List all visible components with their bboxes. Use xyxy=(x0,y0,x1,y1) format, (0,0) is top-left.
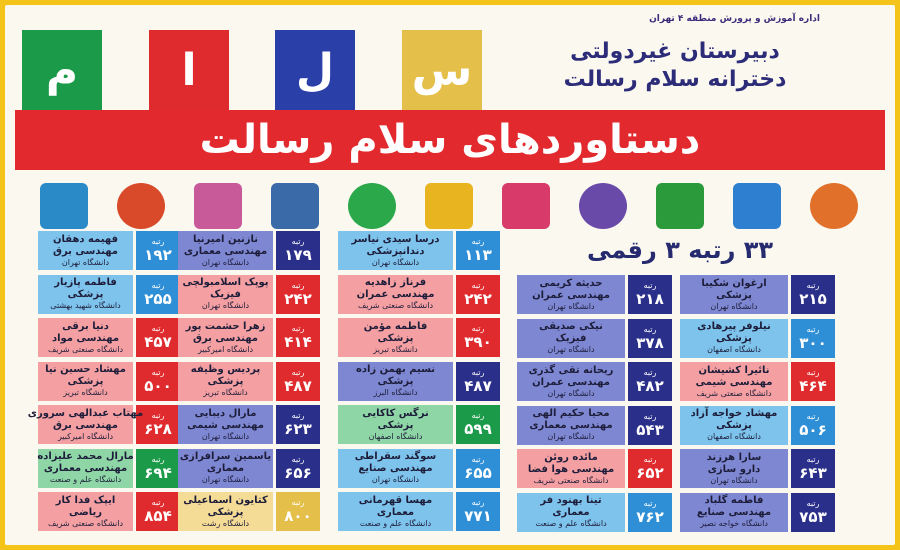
student-university: دانشگاه تهران xyxy=(61,257,110,267)
rank-badge xyxy=(276,318,320,357)
rank-card xyxy=(680,493,835,532)
student-university: دانشگاه تهران xyxy=(201,301,250,310)
rank-badge xyxy=(791,493,835,532)
rank-number: ۷۵۳ xyxy=(799,507,827,526)
student-university: دانشگاه اصفهان xyxy=(707,345,761,354)
student-university: دانشگاه تهران xyxy=(547,388,595,398)
rank-number: ۲۱۸ xyxy=(636,290,664,308)
rank-badge xyxy=(456,275,500,314)
rank-label: رتبه xyxy=(806,368,820,377)
student-info xyxy=(27,405,144,444)
student-info xyxy=(338,231,453,270)
student-major: مهندسی عمران xyxy=(356,289,435,300)
rank-label: رتبه xyxy=(806,324,820,334)
rank-card xyxy=(178,449,320,488)
student-name: مارال دیبایی xyxy=(194,407,257,419)
student-major: مهندسی صنایع xyxy=(358,463,433,474)
student-university: دانشگاه البرز xyxy=(373,388,418,397)
student-info xyxy=(338,405,453,444)
rank-card xyxy=(338,405,500,444)
rank-card xyxy=(38,318,180,357)
school-line-2: دخترانه سلام رسالت xyxy=(563,67,787,92)
rank-number: ۲۱۵ xyxy=(799,290,827,308)
rank-card xyxy=(178,362,320,401)
student-name: یاسمین سرافرازی xyxy=(179,451,272,462)
student-info xyxy=(38,449,133,488)
student-name: نیکی صدیقی xyxy=(539,321,603,332)
student-university: دانشگاه تبریز xyxy=(373,344,418,354)
student-major: پزشکی xyxy=(67,289,104,300)
student-info xyxy=(517,319,625,358)
rank-number: ۵۹۹ xyxy=(464,420,492,438)
student-major: مهندسی برق xyxy=(53,245,118,257)
student-university: دانشگاه تهران xyxy=(371,257,420,267)
rank-number: ۶۲۳ xyxy=(284,420,312,438)
student-university: دانشگاه تهران xyxy=(710,475,758,485)
student-name: سارا هرزند xyxy=(706,451,762,463)
student-name: سوگند سقراطی xyxy=(354,451,437,462)
rank-card xyxy=(517,406,672,445)
student-info xyxy=(178,318,273,357)
rank-number: ۳۰۰ xyxy=(799,333,827,352)
student-major: پزشکی xyxy=(377,419,414,431)
rank-number: ۲۴۲ xyxy=(464,289,492,308)
rank-card xyxy=(38,492,180,531)
rank-label: رتبه xyxy=(151,498,165,507)
title-banner: دستاوردهای سلام رسالت xyxy=(15,110,885,170)
student-name: محیا حکیم الهی xyxy=(532,408,610,419)
student-university: دانشگاه علم و صنعت xyxy=(535,519,607,528)
student-info xyxy=(680,406,788,445)
university-logo-2-icon xyxy=(733,183,781,229)
student-university: دانشگاه تهران xyxy=(547,301,595,311)
rank-badge xyxy=(276,231,320,270)
rank-badge xyxy=(136,231,180,270)
rank-label: رتبه xyxy=(806,411,820,421)
rank-badge xyxy=(791,275,835,314)
tile-letter: ا xyxy=(149,30,229,110)
rank-card xyxy=(178,492,320,531)
rank-label: رتبه xyxy=(291,324,305,333)
rank-badge xyxy=(456,492,500,531)
university-logo-3-icon xyxy=(656,183,704,229)
rank-label: رتبه xyxy=(291,237,305,246)
student-name: پردیس وظیفه xyxy=(190,364,261,375)
rank-number: ۱۱۳ xyxy=(464,246,492,264)
student-major: مهندسی معماری xyxy=(43,463,128,474)
student-university: دانشگاه صنعتی شریف xyxy=(47,518,124,528)
student-info xyxy=(38,231,133,270)
student-name: ایپک فدا کار xyxy=(55,494,116,506)
rank-label: رتبه xyxy=(471,411,485,420)
student-major: پزشکی xyxy=(207,506,244,518)
student-major: مهندسی معماری xyxy=(529,420,613,431)
student-major: معماری xyxy=(206,463,245,474)
rank-label: رتبه xyxy=(471,324,485,333)
rank-number: ۴۸۲ xyxy=(636,377,664,395)
university-logo-4-icon xyxy=(579,183,627,229)
rank-label: رتبه xyxy=(806,498,820,508)
student-major: معماری xyxy=(376,506,415,518)
rank-label: رتبه xyxy=(291,411,305,420)
rank-number: ۶۲۸ xyxy=(144,420,172,438)
student-info xyxy=(517,406,625,445)
rank-card xyxy=(178,318,320,357)
rank-badge xyxy=(456,318,500,357)
student-major: مهندسی شیمی xyxy=(187,419,264,431)
student-name: زهرا حشمت پور xyxy=(185,320,266,332)
rank-number: ۸۵۴ xyxy=(144,507,172,525)
rank-badge xyxy=(456,405,500,444)
student-major: مهندسی عمران xyxy=(532,376,610,388)
rank-badge xyxy=(456,449,500,488)
university-logo-10-icon xyxy=(117,183,165,229)
rank-label: رتبه xyxy=(291,454,305,464)
rank-card xyxy=(338,275,500,314)
rank-badge xyxy=(276,275,320,314)
rank-number: ۲۴۲ xyxy=(284,289,312,308)
student-info xyxy=(517,449,625,488)
school-name xyxy=(510,38,840,94)
student-university: دانشگاه خواجه نصیر xyxy=(700,519,768,528)
rank-badge xyxy=(791,406,835,445)
student-name: مهشاد حسین نیا xyxy=(45,364,126,375)
student-major: پزشکی xyxy=(716,420,752,431)
rank-number: ۱۷۹ xyxy=(284,246,312,264)
rank-badge xyxy=(628,362,672,401)
rank-badge xyxy=(276,405,320,444)
rank-label: رتبه xyxy=(151,324,165,333)
rank-badge xyxy=(628,493,672,532)
student-info xyxy=(680,362,788,401)
student-info xyxy=(178,449,273,488)
rank-card xyxy=(517,493,672,532)
student-info xyxy=(338,449,453,488)
rank-label: رتبه xyxy=(643,281,657,290)
rank-card xyxy=(338,318,500,357)
rank-label: رتبه xyxy=(643,498,657,508)
rank-label: رتبه xyxy=(291,280,305,290)
student-university: دانشگاه امیرکبیر xyxy=(197,344,254,354)
rank-badge xyxy=(791,449,835,488)
student-info xyxy=(178,492,273,531)
tile-letter: س xyxy=(402,30,482,110)
rank-label: رتبه xyxy=(151,367,165,377)
rank-number: ۲۵۵ xyxy=(144,289,172,308)
student-name: فرناز زاهدیه xyxy=(364,277,427,288)
student-name: نسیم بهمن زاده xyxy=(355,364,436,375)
student-major: مهندسی هوا فضا xyxy=(527,463,615,475)
student-university: دانشگاه تبریز xyxy=(63,388,108,397)
rank-card xyxy=(38,275,180,314)
student-university: دانشگاه صنعتی شریف xyxy=(533,475,609,485)
rank-number: ۴۸۷ xyxy=(284,376,312,395)
student-name: ریحانه تقی گذری xyxy=(528,364,614,376)
rank-number: ۸۰۰ xyxy=(284,507,312,525)
student-university: دانشگاه صنعتی شریف xyxy=(696,388,772,398)
rank-number: ۵۰۰ xyxy=(144,376,172,395)
university-logo-8-icon xyxy=(271,183,319,229)
rank-number: ۶۵۲ xyxy=(636,464,664,482)
rank-card xyxy=(680,362,835,401)
rank-label: رتبه xyxy=(471,280,485,290)
student-info xyxy=(38,318,133,357)
rank-number: ۷۷۱ xyxy=(464,507,492,525)
rank-label: رتبه xyxy=(643,411,657,421)
rank-card xyxy=(517,362,672,401)
student-university: دانشگاه شهید بهشتی xyxy=(50,301,121,310)
student-major: مهندسی عمران xyxy=(532,289,610,301)
rank-card xyxy=(517,449,672,488)
school-line-1: دبیرستان غیردولتی xyxy=(570,39,780,64)
rank-number: ۶۵۶ xyxy=(284,463,312,482)
student-university: دانشگاه تبریز xyxy=(203,388,248,397)
student-university: دانشگاه امیرکبیر xyxy=(57,431,114,441)
student-info xyxy=(338,362,453,401)
university-logos xyxy=(20,183,880,229)
rank-label: رتبه xyxy=(471,454,485,464)
rank-card xyxy=(178,405,320,444)
student-info xyxy=(338,318,453,357)
rank-label: رتبه xyxy=(291,367,305,377)
rank-badge xyxy=(628,449,672,488)
rank-card xyxy=(338,449,500,488)
student-name: فاطمه پازیار xyxy=(54,277,117,288)
student-major: پزشکی xyxy=(716,333,752,344)
university-logo-9-icon xyxy=(194,183,242,229)
rank-number: ۴۸۷ xyxy=(464,376,492,395)
student-info xyxy=(680,275,788,314)
student-info xyxy=(517,362,625,401)
rank-badge xyxy=(456,362,500,401)
rank-badge xyxy=(456,231,500,270)
rank-card xyxy=(27,405,180,444)
student-name: نیلوفر پیرهادی xyxy=(697,321,771,332)
rank-badge xyxy=(276,492,320,531)
rank-number: ۱۹۲ xyxy=(144,246,172,264)
student-name: نرگس کاکایی xyxy=(362,407,429,419)
rank-number: ۶۴۳ xyxy=(799,464,827,482)
student-info xyxy=(38,492,133,531)
rank-badge xyxy=(136,492,180,531)
student-info xyxy=(178,231,273,270)
student-info xyxy=(178,405,273,444)
rank-label: رتبه xyxy=(471,498,485,507)
rank-badge xyxy=(136,449,180,488)
student-major: مهندسی شیمی xyxy=(695,376,773,388)
student-info xyxy=(680,493,788,532)
rank-badge xyxy=(628,275,672,314)
rank-card xyxy=(338,362,500,401)
tile-letter: م xyxy=(22,30,102,110)
rank-card xyxy=(38,449,180,488)
rank-card xyxy=(338,231,500,270)
student-university: دانشگاه تهران xyxy=(201,431,250,441)
student-major: مهندسی برق xyxy=(193,332,258,344)
student-university: دانشگاه رشت xyxy=(201,518,250,528)
rank-label: رتبه xyxy=(151,237,165,246)
rank-badge xyxy=(136,318,180,357)
student-university: دانشگاه تهران xyxy=(201,475,250,484)
rank-card xyxy=(517,275,672,314)
rank-label: رتبه xyxy=(151,454,165,464)
rank-card xyxy=(178,231,320,270)
student-university: دانشگاه علم و صنعت xyxy=(49,475,122,484)
rank-card xyxy=(38,231,180,270)
student-university: دانشگاه تهران xyxy=(201,257,250,267)
university-logo-11-icon xyxy=(40,183,88,229)
rank-card xyxy=(680,449,835,488)
rank-card xyxy=(517,319,672,358)
letter-tiles xyxy=(22,30,502,110)
rank-badge xyxy=(628,406,672,445)
rank-number: ۶۵۵ xyxy=(464,463,492,482)
rank-card xyxy=(338,492,500,531)
student-major: مهندسی برق xyxy=(53,419,118,431)
student-name: کتایون اسماعیلی xyxy=(183,494,268,506)
rank-label: رتبه xyxy=(151,411,165,420)
student-info xyxy=(517,493,625,532)
student-name: مارال محمد علیزاده xyxy=(37,451,134,462)
rank-card xyxy=(680,275,835,314)
rank-number: ۴۶۴ xyxy=(799,377,827,395)
org-name: اداره آموزش و پرورش منطقه ۴ تهران xyxy=(649,14,820,24)
student-major: مهندسی صنایع xyxy=(696,507,772,518)
student-name: فاطمه گلباد xyxy=(704,495,764,506)
rank-label: رتبه xyxy=(643,368,657,377)
rank-label: رتبه xyxy=(291,498,305,507)
student-university: دانشگاه صنعتی شریف xyxy=(357,301,434,310)
student-info xyxy=(338,492,453,531)
rank-card xyxy=(178,275,320,314)
rank-badge xyxy=(136,362,180,401)
student-name: مائده روئن xyxy=(544,451,598,463)
student-university: دانشگاه تهران xyxy=(547,432,595,441)
student-info xyxy=(680,449,788,488)
rank-card xyxy=(680,406,835,445)
student-info xyxy=(338,275,453,314)
university-logo-6-icon xyxy=(425,183,473,229)
rank-badge xyxy=(791,319,835,358)
student-major: پزشکی xyxy=(377,376,414,387)
student-name: درسا سیدی نیاسر xyxy=(351,233,440,245)
subtitle: ۳۳ رتبه ۳ رقمی xyxy=(586,236,774,264)
student-info xyxy=(38,362,133,401)
rank-number: ۴۱۴ xyxy=(284,333,312,351)
rank-card xyxy=(680,319,835,358)
student-name: دنیا برقی xyxy=(62,320,109,332)
rank-number: ۵۴۳ xyxy=(636,420,664,439)
student-name: مهتاب عبدالهی سروری xyxy=(27,407,144,419)
rank-label: رتبه xyxy=(643,324,657,334)
rank-number: ۷۶۲ xyxy=(636,507,664,526)
tile-letter: ل xyxy=(275,30,355,110)
student-info xyxy=(680,319,788,358)
student-name: فهیمه دهقان xyxy=(52,233,119,245)
university-logo-5-icon xyxy=(502,183,550,229)
student-major: فیزیک xyxy=(210,289,241,300)
student-name: ارغوان شکیبا xyxy=(701,277,767,289)
rank-label: رتبه xyxy=(643,455,657,464)
rank-number: ۳۹۰ xyxy=(464,333,492,351)
rank-badge xyxy=(628,319,672,358)
student-major: پزشکی xyxy=(377,332,414,344)
student-university: دانشگاه تهران xyxy=(371,475,420,484)
rank-card xyxy=(38,362,180,401)
student-university: دانشگاه تهران xyxy=(547,345,595,354)
student-name: حدیثه کریمی xyxy=(539,277,603,289)
student-name: پوپک اسلامبولچی xyxy=(182,277,269,288)
rank-label: رتبه xyxy=(471,367,485,377)
rank-label: رتبه xyxy=(471,237,485,246)
student-name: نائیرا کشیشان xyxy=(698,364,770,376)
student-info xyxy=(178,275,273,314)
student-university: دانشگاه تهران xyxy=(710,301,758,311)
university-logo-7-icon xyxy=(348,183,396,229)
student-major: پزشکی xyxy=(716,289,752,301)
student-name: فاطمه مؤمن xyxy=(363,320,428,332)
rank-number: ۴۵۷ xyxy=(144,333,172,351)
student-info xyxy=(517,275,625,314)
rank-badge xyxy=(791,362,835,401)
rank-label: رتبه xyxy=(806,455,820,464)
student-major: مهندسی معماری xyxy=(183,245,268,257)
student-major: دندانپزشکی xyxy=(366,245,425,257)
rank-badge xyxy=(276,362,320,401)
student-major: پزشکی xyxy=(207,376,244,387)
student-major: فیزیک xyxy=(555,333,587,344)
student-name: نازنین امیرنیا xyxy=(192,233,259,245)
student-name: مهسا قهرمانی xyxy=(358,494,433,506)
student-major: معماری xyxy=(552,507,590,518)
rank-badge xyxy=(136,275,180,314)
student-name: تینا بهنود فر xyxy=(540,495,602,506)
rank-number: ۵۰۶ xyxy=(799,420,827,439)
rank-number: ۶۹۴ xyxy=(144,463,172,482)
student-major: دارو سازی xyxy=(707,463,761,475)
rank-badge xyxy=(276,449,320,488)
student-name: مهشاد خواجه آزاد xyxy=(690,408,778,419)
university-logo-1-icon xyxy=(810,183,858,229)
student-major: ریاضی xyxy=(68,506,103,518)
student-university: دانشگاه اصفهان xyxy=(368,431,423,441)
rank-label: رتبه xyxy=(151,280,165,290)
student-info xyxy=(178,362,273,401)
student-major: پزشکی xyxy=(67,376,104,387)
student-university: دانشگاه علم و صنعت xyxy=(359,518,432,528)
rank-number: ۳۷۸ xyxy=(636,333,664,352)
student-university: دانشگاه اصفهان xyxy=(707,432,761,441)
student-university: دانشگاه صنعتی شریف xyxy=(47,344,124,354)
student-major: مهندسی مواد xyxy=(51,332,120,344)
rank-label: رتبه xyxy=(806,281,820,290)
student-info xyxy=(38,275,133,314)
